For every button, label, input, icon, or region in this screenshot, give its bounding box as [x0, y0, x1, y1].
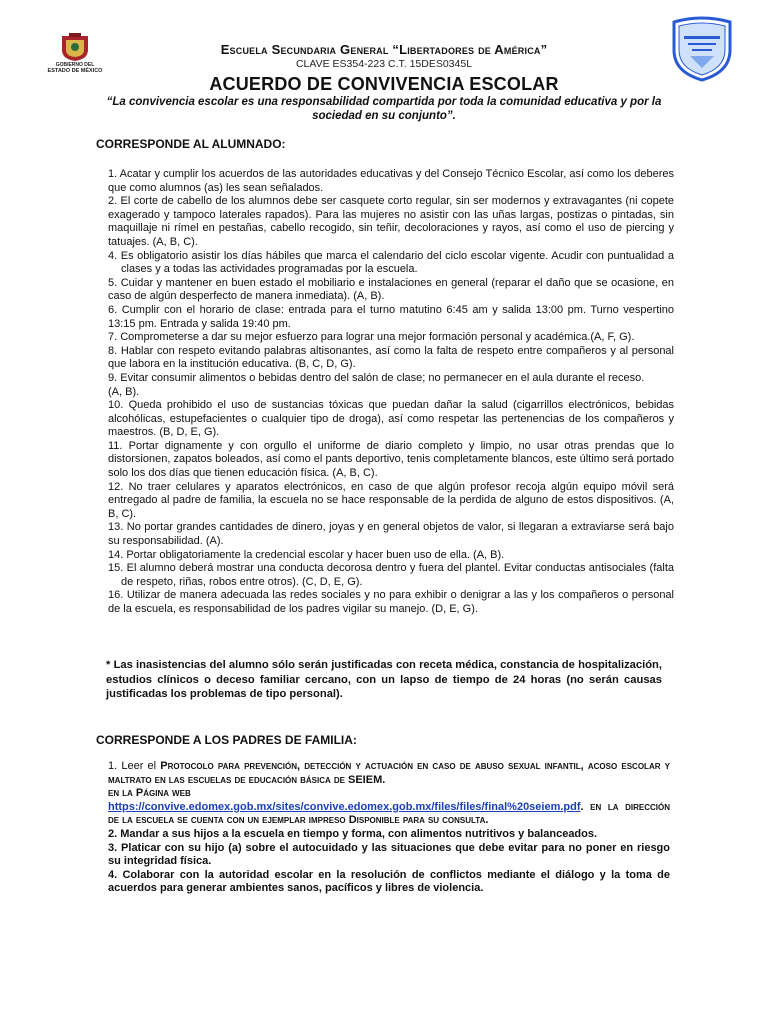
- list-item: 2. Mandar a sus hijos a la escuela en tiempo y forma, con alimentos nutritivos y balanceados.: [108, 827, 598, 840]
- school-clave: CLAVE ES354-223 C.T. 15DES0345L: [295, 58, 473, 70]
- list-item: 4. Es obligatorio asistir los días hábiles que marca el calendario del ciclo escolar vigente. Acudir con puntualidad a clases y a todas las actividades programadas por la escuela.: [108, 249, 674, 276]
- protocol-title: Protocolo para prevención, detección y actuación en caso de abuso sexual infantil, acoso escolar y maltrato en las escuelas de educación básica de SEIEM.: [108, 760, 670, 786]
- list-item: 14. Portar obligatoriamente la credencial escolar y hacer buen uso de ella. (A, B).: [108, 548, 505, 561]
- list-item: 7. Comprometerse a dar su mejor esfuerzo para lograr una mejor formación personal y académica.(A, F, G).: [108, 331, 635, 344]
- absence-note: * Las inasistencias del alumno sólo serán justificadas con receta médica, constancia de hospitalización, estudios clínicos o deceso familiar cercano, con un lapso de tiempo de 24 horas (no serán causas justificadas los problemas de tipo personal).: [106, 659, 662, 700]
- gobierno-line1: GOBIERNO DEL: [55, 62, 95, 68]
- list-item: (A, B).: [108, 385, 140, 398]
- list-item: 1. Acatar y cumplir los acuerdos de las autoridades educativas y del Consejo Técnico Escolar, así como los deberes que como alumnos (as) les sean señalados.: [108, 168, 674, 194]
- document-title: ACUERDO DE CONVIVENCIA ESCOLAR: [209, 74, 559, 94]
- availability-note: . en la dirección de la escuela se cuenta con un ejemplar impreso Disponible para su consulta.: [108, 800, 670, 827]
- item-prefix: 1. Leer el: [108, 760, 161, 772]
- school-name: Escuela Secundaria General “Libertadores de América”: [220, 42, 548, 57]
- list-item: 6. Cumplir con el horario de clase: entrada para el turno matutino 6:45 am y salida 13:00 pm. Turno vespertino 13:15 pm. Entrada y salida 19:40 pm.: [108, 303, 674, 330]
- list-item: 8. Hablar con respeto evitando palabras altisonantes, así como la falta de respeto entre compañeros y al personal que labora en la institución educativa. (B, C, D, G).: [108, 344, 674, 371]
- list-item: 4. Colaborar con la autoridad escolar en la resolución de conflictos mediante el diálogo y la toma de acuerdos para generar ambientes sanos, pacíficos y libres de violencia.: [108, 868, 670, 895]
- gobierno-line2: ESTADO DE MÉXICO: [47, 68, 103, 74]
- students-heading: CORRESPONDE AL ALUMNADO:: [96, 137, 286, 151]
- list-item: 2. El corte de cabello de los alumnos debe ser casquete corto regular, sin ser modernos y extravagantes (ni copete exagerado y tampoco laterales rapados). Para las mujeres no asistir con las uñas largas, postizas o pintadas, sin maquillaje ni rímel en pestañas, cabello recogido, sin teñir, decoloraciones y rayos, así como el uso de piercing y tatuajes. (A, B, C).: [108, 195, 674, 248]
- list-item: 5. Cuidar y mantener en buen estado el mobiliario e instalaciones en general (reparar el daño que se ocasione, en caso de algún desperfecto de manera inmediata). (A, B).: [108, 276, 674, 303]
- list-item: 10. Queda prohibido el uso de sustancias tóxicas que puedan dañar la salud (cigarrillos electrónicos, bebidas alcohólicas, estupefacientes o cualquier tipo de droga), así como respetar las pertenencias de los compañeros y maestros. (B, D, E, G).: [108, 399, 674, 439]
- list-item: 12. No traer celulares y aparatos electrónicos, en caso de que algún profesor recoja algún equipo móvil será entregado al padre de familia, la escuela no se hace responsable de la perdida de alguno de estos dispositivos. (A, B, C).: [108, 480, 674, 520]
- web-page-label: en la Página web: [108, 787, 191, 800]
- list-item: 16. Utilizar de manera adecuada las redes sociales y no para exhibir o denigrar a las y los compañeros o personal de la escuela, es responsabilidad de los padres vigilar su manejo. (D, E, G).: [108, 589, 674, 615]
- list-item: 15. El alumno deberá mostrar una conducta decorosa dentro y fuera del plantel. Evitar conductas antisociales (falta de respeto, riñas, robos entre otros). (C, D, E, G).: [108, 562, 674, 588]
- students-list: [108, 168, 674, 617]
- list-item: 11. Portar dignamente y con orgullo el uniforme de diario completo y limpio, no usar otras prendas que lo distorsionen, zapatos boleados, así como el pants deportivo, tenis completamente blancos, este último será portado solo los dos días que tienen educación física. (A, B, C).: [108, 439, 674, 480]
- parents-list: [108, 760, 670, 896]
- list-item: [108, 760, 670, 828]
- parents-heading: CORRESPONDE A LOS PADRES DE FAMILIA:: [96, 733, 357, 747]
- list-item: 9. Evitar consumir alimentos o bebidas dentro del salón de clase; no permanecer en el aula durante el receso.: [108, 371, 645, 384]
- document-quote: “La convivencia escolar es una responsabilidad compartida por toda la comunidad educativa y por la sociedad en su conjunto”.: [106, 96, 662, 122]
- list-item: 13. No portar grandes cantidades de dinero, joyas y en general objetos de valor, si llegaran a extraviarse será bajo su responsabilidad. (A).: [108, 521, 674, 548]
- protocol-link[interactable]: https://convive.edomex.gob.mx/sites/convive.edomex.gob.mx/files/files/final%20seiem.pdf: [108, 800, 581, 813]
- list-item: 3. Platicar con su hijo (a) sobre el autocuidado y las situaciones que debe evitar para no poner en riesgo su integridad física.: [108, 841, 670, 868]
